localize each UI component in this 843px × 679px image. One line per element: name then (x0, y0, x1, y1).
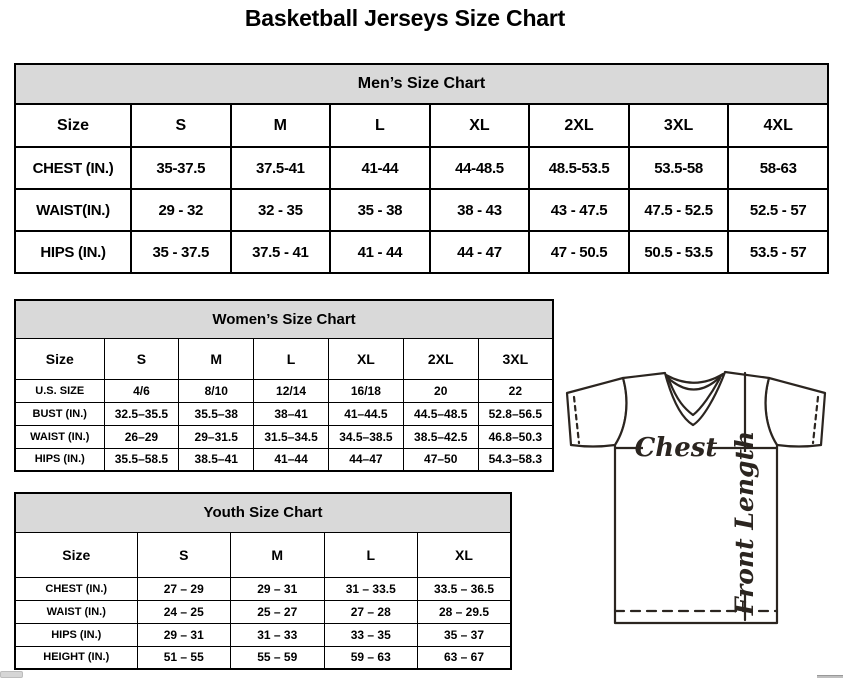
size-column-header: S (104, 338, 179, 379)
measurement-value-cell: 4/6 (104, 379, 179, 402)
measurement-value-cell: 29 – 31 (137, 623, 231, 646)
size-column-header: 2XL (529, 104, 629, 147)
measurement-row-label: BUST (IN.) (15, 402, 104, 425)
size-column-header: XL (328, 338, 403, 379)
measurement-row-label: HIPS (IN.) (15, 448, 104, 471)
youth-size-chart-table (14, 492, 512, 670)
measurement-row (15, 379, 553, 402)
measurement-row (15, 623, 511, 646)
size-column-header: L (254, 338, 329, 379)
measurement-value-cell: 48.5-53.5 (529, 147, 629, 189)
measurement-value-cell: 29 - 32 (131, 189, 231, 231)
page-title: Basketball Jerseys Size Chart (244, 5, 566, 31)
horizontal-scrollbar-thumb[interactable] (817, 675, 843, 678)
measurement-value-cell: 44 - 47 (430, 231, 530, 273)
measurement-value-cell: 22 (478, 379, 553, 402)
size-column-header: M (231, 532, 325, 577)
measurement-value-cell: 47–50 (403, 448, 478, 471)
jersey-left-sleeve (567, 378, 626, 447)
mens-size-chart-table (14, 63, 829, 274)
measurement-value-cell: 41–44.5 (328, 402, 403, 425)
measurement-value-cell: 51 – 55 (137, 646, 231, 669)
measurement-value-cell: 59 – 63 (324, 646, 418, 669)
measurement-value-cell: 41–44 (254, 448, 329, 471)
measurement-row (15, 600, 511, 623)
measurement-value-cell: 37.5 - 41 (231, 231, 331, 273)
measurement-value-cell: 31.5–34.5 (254, 425, 329, 448)
size-column-header: S (131, 104, 231, 147)
measurement-row-label: WAIST (IN.) (15, 425, 104, 448)
measurement-value-cell: 43 - 47.5 (529, 189, 629, 231)
measurement-row-label: HEIGHT (IN.) (15, 646, 137, 669)
size-column-header: 4XL (728, 104, 828, 147)
measurement-value-cell: 46.8–50.3 (478, 425, 553, 448)
measurement-value-cell: 38 - 43 (430, 189, 530, 231)
womens-size-chart-table (14, 299, 554, 472)
measurement-value-cell: 38–41 (254, 402, 329, 425)
measurement-value-cell: 52.5 - 57 (728, 189, 828, 231)
measurement-value-cell: 24 – 25 (137, 600, 231, 623)
youth-chart-title: Youth Size Chart (15, 493, 511, 532)
size-column-header: 3XL (478, 338, 553, 379)
size-label-header: Size (15, 532, 137, 577)
size-column-header: M (231, 104, 331, 147)
size-column-header: M (179, 338, 254, 379)
chest-label: Chest (634, 433, 718, 463)
measurement-row-label: CHEST (IN.) (15, 577, 137, 600)
measurement-value-cell: 41-44 (330, 147, 430, 189)
measurement-row (15, 425, 553, 448)
size-label-header: Size (15, 338, 104, 379)
measurement-value-cell: 26–29 (104, 425, 179, 448)
measurement-value-cell: 53.5 - 57 (728, 231, 828, 273)
measurement-value-cell: 25 – 27 (231, 600, 325, 623)
size-label-header: Size (15, 104, 131, 147)
measurement-value-cell: 33 – 35 (324, 623, 418, 646)
measurement-value-cell: 32.5–35.5 (104, 402, 179, 425)
measurement-value-cell: 27 – 29 (137, 577, 231, 600)
measurement-value-cell: 52.8–56.5 (478, 402, 553, 425)
measurement-row (15, 231, 828, 273)
measurement-value-cell: 35 - 38 (330, 189, 430, 231)
measurement-row (15, 402, 553, 425)
measurement-value-cell: 20 (403, 379, 478, 402)
measurement-row (15, 147, 828, 189)
measurement-value-cell: 53.5-58 (629, 147, 729, 189)
measurement-value-cell: 34.5–38.5 (328, 425, 403, 448)
measurement-value-cell: 35-37.5 (131, 147, 231, 189)
measurement-value-cell: 54.3–58.3 (478, 448, 553, 471)
measurement-row (15, 448, 553, 471)
measurement-value-cell: 47 - 50.5 (529, 231, 629, 273)
measurement-row (15, 189, 828, 231)
measurement-value-cell: 35.5–38 (179, 402, 254, 425)
measurement-value-cell: 8/10 (179, 379, 254, 402)
measurement-value-cell: 63 – 67 (418, 646, 512, 669)
measurement-value-cell: 35 - 37.5 (131, 231, 231, 273)
measurement-value-cell: 32 - 35 (231, 189, 331, 231)
size-column-header: L (324, 532, 418, 577)
size-column-header: S (137, 532, 231, 577)
measurement-value-cell: 35 – 37 (418, 623, 512, 646)
measurement-value-cell: 41 - 44 (330, 231, 430, 273)
measurement-value-cell: 58-63 (728, 147, 828, 189)
measurement-row (15, 646, 511, 669)
measurement-value-cell: 29–31.5 (179, 425, 254, 448)
measurement-row-label: U.S. SIZE (15, 379, 104, 402)
measurement-row-label: WAIST (IN.) (15, 600, 137, 623)
jersey-right-sleeve (766, 378, 825, 447)
measurement-value-cell: 27 – 28 (324, 600, 418, 623)
measurement-value-cell: 28 – 29.5 (418, 600, 512, 623)
measurement-row-label: WAIST(IN.) (15, 189, 131, 231)
size-column-header: XL (418, 532, 512, 577)
measurement-value-cell: 44-48.5 (430, 147, 530, 189)
measurement-row-label: HIPS (IN.) (15, 623, 137, 646)
measurement-value-cell: 55 – 59 (231, 646, 325, 669)
size-column-header: 2XL (403, 338, 478, 379)
measurement-row (15, 577, 511, 600)
measurement-value-cell: 35.5–58.5 (104, 448, 179, 471)
measurement-value-cell: 44–47 (328, 448, 403, 471)
size-column-header: XL (430, 104, 530, 147)
size-column-header: 3XL (629, 104, 729, 147)
women-chart-title: Women’s Size Chart (15, 300, 553, 338)
measurement-value-cell: 50.5 - 53.5 (629, 231, 729, 273)
scrollbar-corner-fragment[interactable] (0, 671, 23, 678)
measurement-value-cell: 38.5–41 (179, 448, 254, 471)
front-length-label: Front Length (730, 430, 759, 616)
measurement-value-cell: 31 – 33 (231, 623, 325, 646)
measurement-row-label: HIPS (IN.) (15, 231, 131, 273)
jersey-measurement-diagram (558, 358, 840, 630)
measurement-value-cell: 47.5 - 52.5 (629, 189, 729, 231)
size-column-header: L (330, 104, 430, 147)
measurement-value-cell: 31 – 33.5 (324, 577, 418, 600)
measurement-row-label: CHEST (IN.) (15, 147, 131, 189)
measurement-value-cell: 33.5 – 36.5 (418, 577, 512, 600)
measurement-value-cell: 38.5–42.5 (403, 425, 478, 448)
measurement-value-cell: 44.5–48.5 (403, 402, 478, 425)
measurement-value-cell: 37.5-41 (231, 147, 331, 189)
measurement-value-cell: 29 – 31 (231, 577, 325, 600)
men-chart-title: Men’s Size Chart (15, 64, 828, 104)
measurement-value-cell: 12/14 (254, 379, 329, 402)
measurement-value-cell: 16/18 (328, 379, 403, 402)
